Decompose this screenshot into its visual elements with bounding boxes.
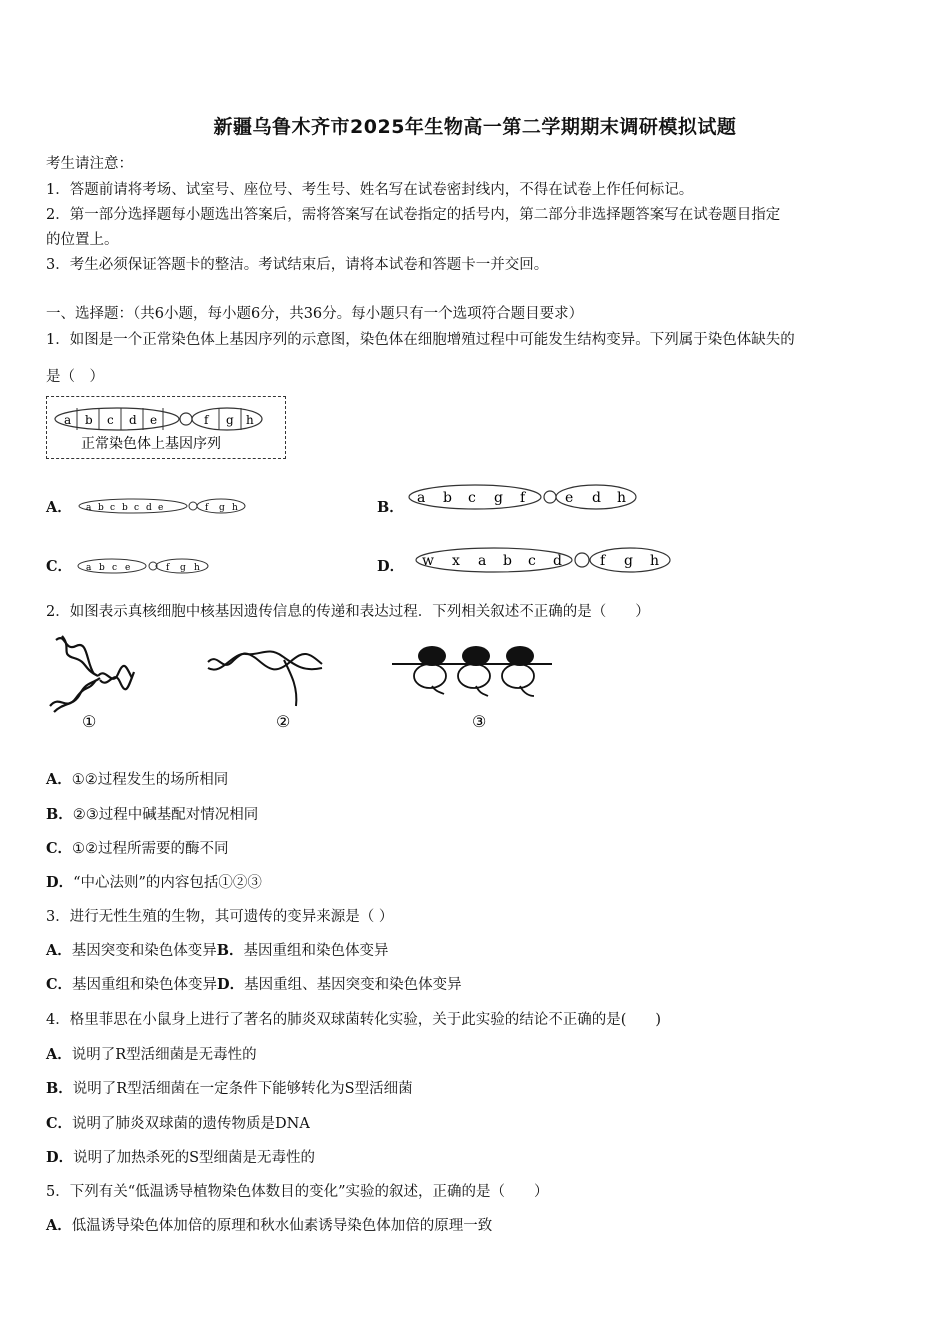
q5-stem: 5．下列有关“低温诱导植物染色体数目的变化”实验的叙述，正确的是（ ）: [46, 1184, 549, 1200]
gene-label: c: [528, 553, 536, 569]
q1-option-d-chromosome: [412, 545, 677, 575]
gene-label: b: [503, 553, 512, 569]
gene-label: f: [600, 553, 606, 569]
normal-chromosome: [47, 397, 284, 457]
gene-label: c: [110, 503, 116, 513]
option-label: A．: [46, 942, 72, 959]
gene-label: f: [204, 413, 209, 427]
q1-option-a-chromosome: [74, 495, 249, 517]
option-label: D．: [46, 874, 74, 891]
gene-label: h: [617, 490, 627, 506]
q1-option-b-chromosome: [405, 483, 640, 513]
gene-label: d: [592, 490, 601, 506]
figure-label-3: ③: [472, 712, 487, 731]
gene-label: a: [86, 503, 92, 513]
q1-stem: 1．如图是一个正常染色体上基因序列的示意图，染色体在细胞增殖过程中可能发生结构变异。下列属于染色体缺失的: [46, 332, 795, 348]
replication-diagram: [50, 636, 134, 712]
q4-stem: 4．格里菲思在小鼠身上进行了著名的肺炎双球菌转化实验，关于此实验的结论不正确的是( ): [46, 1012, 662, 1028]
gene-label: g: [180, 563, 186, 573]
q3-options-row-2: [46, 973, 462, 994]
option-label: D．: [217, 976, 245, 993]
gene-label: c: [134, 503, 140, 513]
option-text: 说明了肺炎双球菌的遗传物质是DNA: [72, 1116, 310, 1132]
q2-option-a: [46, 768, 228, 789]
gene-label: b: [443, 490, 452, 506]
q2-figure: [46, 632, 566, 734]
transcription-diagram: [208, 651, 322, 706]
q2-option-b: [46, 803, 258, 824]
option-text: “中心法则”的内容包括①②③: [73, 875, 262, 891]
gene-label: g: [226, 413, 234, 427]
q1-stem-cont: 是（ ）: [46, 369, 104, 385]
gene-label: e: [158, 503, 164, 513]
q1-figure-box: [46, 396, 286, 459]
gene-label: g: [624, 553, 633, 569]
figure-label-1: ①: [82, 712, 97, 731]
q5-option-a: [46, 1214, 492, 1235]
option-text: 基因突变和染色体变异: [71, 943, 217, 959]
gene-label: f: [166, 563, 170, 573]
option-text: 基因重组和染色体变异: [72, 977, 218, 993]
q4-option-b: [46, 1077, 413, 1098]
gene-label: e: [565, 490, 574, 506]
option-label: C．: [46, 976, 73, 993]
option-text: ②③过程中碱基配对情况相同: [72, 807, 259, 823]
option-text: ①②过程发生的场所相同: [71, 772, 229, 788]
gene-label: h: [232, 503, 238, 513]
option-label: A．: [46, 771, 72, 788]
translation-diagram: [392, 646, 552, 696]
option-label: B．: [216, 942, 244, 959]
option-text: 基因重组和染色体变异: [243, 943, 389, 959]
gene-label: e: [125, 563, 131, 573]
q4-option-c: [46, 1112, 310, 1133]
option-text: ①②过程所需要的酶不同: [72, 841, 229, 857]
notice-item-3: 3．考生必须保证答题卡的整洁。考试结束后，请将本试卷和答题卡一并交回。: [46, 257, 549, 273]
gene-label: h: [650, 553, 660, 569]
figure-caption: 正常染色体上基因序列: [81, 436, 221, 452]
page-title: 新疆乌鲁木齐市2025年生物高一第二学期期末调研模拟试题: [213, 116, 737, 138]
gene-label: a: [478, 553, 487, 569]
gene-label: d: [129, 413, 137, 427]
notice-heading: 考生请注意：: [46, 156, 133, 172]
option-label: A．: [46, 1217, 72, 1234]
gene-label: x: [452, 553, 460, 569]
gene-label: a: [64, 413, 72, 427]
option-label: B．: [46, 1080, 73, 1097]
option-text: 说明了加热杀死的S型细菌是无毒性的: [73, 1150, 316, 1166]
option-label: A．: [46, 1046, 72, 1063]
q1-option-d-label: D．: [377, 558, 405, 575]
q1-option-c-label: C．: [46, 558, 73, 575]
gene-label: c: [112, 563, 118, 573]
gene-label: g: [219, 503, 225, 513]
gene-label: d: [146, 503, 152, 513]
q3-stem: 3．进行无性生殖的生物，其可遗传的变异来源是（ ）: [46, 909, 394, 925]
option-label: D．: [46, 1149, 74, 1166]
gene-label: f: [205, 503, 209, 513]
q2-option-c: [46, 837, 229, 858]
option-label: C．: [46, 1115, 73, 1132]
gene-label: w: [422, 553, 434, 569]
gene-label: g: [494, 490, 503, 506]
q4-option-d: [46, 1146, 315, 1167]
figure-label-2: ②: [276, 712, 291, 731]
gene-label: b: [85, 413, 93, 427]
gene-label: e: [150, 413, 158, 427]
option-text: 低温诱导染色体加倍的原理和秋水仙素诱导染色体加倍的原理一致: [71, 1218, 493, 1234]
gene-label: c: [107, 413, 114, 427]
gene-label: h: [194, 563, 200, 573]
q4-option-a: [46, 1043, 257, 1064]
option-label: C．: [46, 840, 73, 857]
gene-label: d: [553, 553, 562, 569]
notice-item-2-cont: 的位置上。: [46, 232, 119, 248]
gene-label: f: [520, 490, 526, 506]
q2-option-d: [46, 871, 262, 892]
option-label: B．: [46, 806, 73, 823]
option-text: 基因重组、基因突变和染色体变异: [244, 977, 462, 993]
gene-label: a: [86, 563, 92, 573]
option-text: 说明了R型活细菌在一定条件下能够转化为S型活细菌: [72, 1081, 413, 1097]
q3-options-row-1: [46, 939, 389, 960]
option-text: 说明了R型活细菌是无毒性的: [71, 1047, 257, 1063]
q1-option-b-label: B．: [377, 499, 404, 516]
notice-item-1: 1．答题前请将考场、试室号、座位号、考生号、姓名写在试卷密封线内，不得在试卷上作任何标记。: [46, 182, 694, 198]
gene-label: b: [98, 503, 104, 513]
gene-label: c: [468, 490, 476, 506]
gene-label: a: [417, 490, 426, 506]
q2-stem: 2．如图表示真核细胞中核基因遗传信息的传递和表达过程．下列相关叙述不正确的是（ ）: [46, 604, 650, 620]
gene-label: b: [99, 563, 105, 573]
notice-item-2: 2．第一部分选择题每小题选出答案后，需将答案写在试卷指定的括号内，第二部分非选择题答案写在试卷题目指定: [46, 207, 781, 223]
q1-option-c-chromosome: [74, 555, 214, 577]
section-heading: 一、选择题：（共6小题，每小题6分，共36分。每小题只有一个选项符合题目要求）: [46, 306, 584, 322]
q1-option-a-label: A．: [46, 499, 72, 516]
gene-label: b: [122, 503, 128, 513]
gene-label: h: [246, 413, 254, 427]
